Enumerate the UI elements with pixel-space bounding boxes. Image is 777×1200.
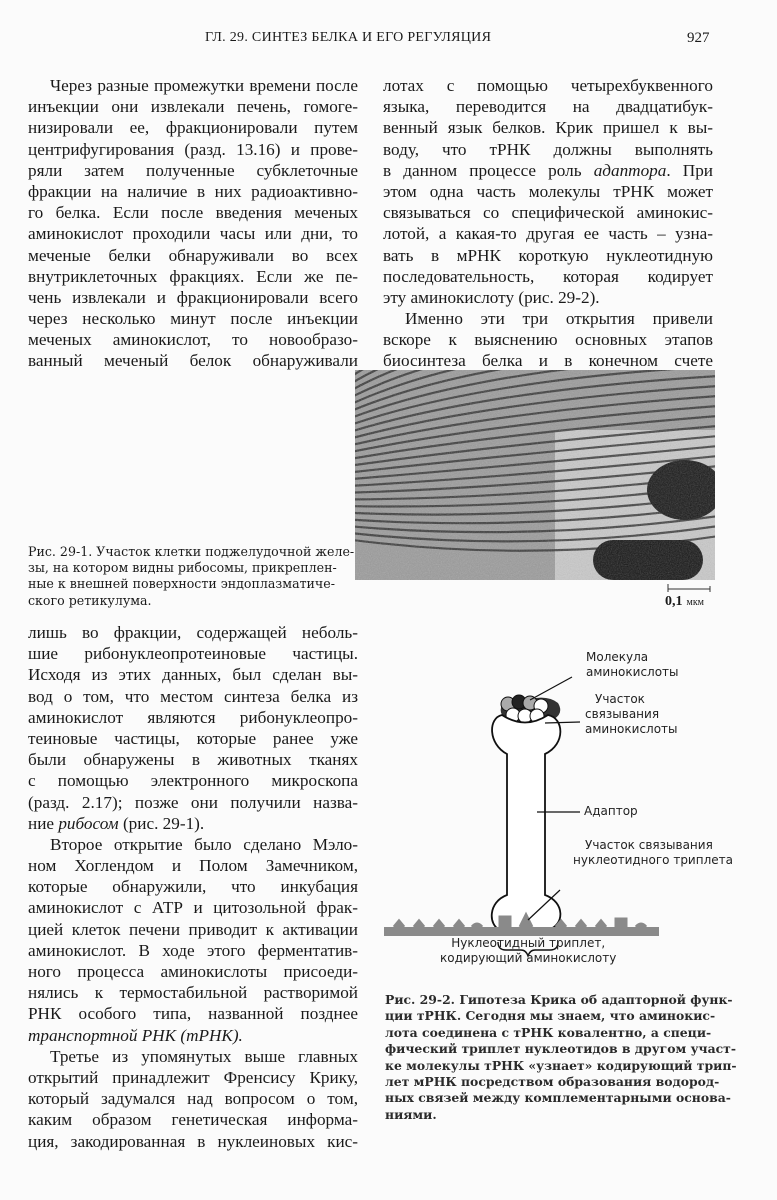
text-line: каким образом генетическая информа- — [28, 1110, 358, 1130]
text-line: го белка. Если после введения меченых — [28, 203, 358, 223]
caption-line: ции тРНК. Сегодня мы знаем, что аминокис- — [385, 1008, 716, 1024]
text-line: аминокислот являются рибонуклеопро- — [28, 707, 358, 727]
caption-line: ных связей между комплементарными основа- — [385, 1090, 731, 1106]
text-line: венный язык белков. Крик пришел к вы- — [383, 118, 713, 138]
text-run: (рис. 29-1). — [122, 813, 205, 833]
left-column-top — [28, 75, 358, 372]
trna-adaptor-diagram — [380, 640, 740, 970]
caption-line: ского ретикулума. — [28, 592, 152, 608]
electron-micrograph — [355, 370, 715, 580]
text-line: вод о том, что местом синтеза белка из — [28, 686, 358, 706]
micrograph-image — [355, 370, 715, 580]
text-line: (разд. 2.17); позже они получили назва- — [28, 792, 358, 812]
text-line: последовательность, которая кодирует — [383, 266, 713, 286]
text-line: низировали ее, фракционировали путем — [28, 118, 358, 138]
text-line: воду, что тРНК должны выполнять — [383, 139, 713, 159]
text-line: меченых аминокислот, то новообразо- — [28, 330, 358, 350]
label-line: аминокислоты — [585, 722, 678, 736]
text-line: инъекции они извлекали печень, гомоге- — [28, 97, 358, 117]
label-amino-acid-molecule — [586, 650, 679, 680]
text-line: Второе открытие было сделано Мэло- — [50, 834, 358, 854]
caption-line: зы, на котором видны рибосомы, прикреплен- — [28, 560, 337, 576]
text-line: теиновые частицы, которые ранее уже — [28, 728, 358, 748]
trna-outline — [492, 715, 561, 930]
text-line: вать в мРНК короткую нуклеотидную — [383, 245, 713, 265]
text-line: Исходя из этих данных, был сделан вы- — [28, 665, 358, 685]
text-line: эту аминокислоту (рис. 29-2). — [383, 287, 600, 307]
label-line: кодирующий аминокислоту — [440, 951, 617, 965]
text-line: связываться со специфической аминокис- — [383, 203, 713, 223]
text-line: нялись к термостабильной растворимой — [28, 983, 358, 1003]
text-line: лотах с помощью четырехбуквенного — [383, 76, 713, 95]
text-line: центрифугирования (разд. 13.16) и прове- — [28, 139, 358, 159]
text-line: ция, закодированная в нуклеиновых кис- — [28, 1131, 358, 1151]
text-line: который задумался над вопросом о том, — [28, 1089, 358, 1109]
text-line: с помощью электронного микроскопа — [28, 771, 358, 791]
label-adaptor: Адаптор — [584, 804, 638, 818]
text-run: ние — [28, 813, 55, 833]
text-run: . При — [666, 160, 713, 180]
text-line — [28, 1025, 358, 1046]
label-line: Участок — [595, 692, 645, 706]
text-line — [28, 813, 358, 834]
caption-line: фический триплет нуклеотидов в другом участ- — [385, 1041, 736, 1057]
text-line: Именно эти три открытия привели — [405, 309, 713, 329]
caption-line: ке молекулы тРНК «узнает» кодирующий трип- — [385, 1057, 737, 1073]
scale-unit: мкм — [686, 597, 705, 608]
scale-bar-label — [665, 594, 704, 610]
text-line: были обнаружены в животных тканях — [28, 750, 358, 770]
label-line: нуклеотидного триплета — [573, 853, 733, 867]
caption-line: ниями. — [385, 1106, 437, 1122]
text-line: Через разные промежутки времени после — [50, 76, 358, 95]
text-line: аминокислот проходили часы или дни, то — [28, 224, 358, 244]
text-line: Третье из упомянутых выше главных — [50, 1046, 358, 1066]
label-line: Нуклеотидный триплет, — [451, 936, 606, 950]
text-line: открытий принадлежит Френсису Крику, — [28, 1067, 358, 1087]
page-number: 927 — [687, 30, 710, 46]
term-ribosome: рибосом — [58, 813, 119, 833]
text-line: лотой, а какая-то другая ее часть – узна- — [383, 224, 713, 244]
caption-line: Рис. 29-2. Гипотеза Крика об адапторной функ- — [385, 992, 733, 1007]
label-triplet-binding-site — [573, 838, 733, 868]
label-amino-acid-binding-site — [585, 692, 678, 737]
text-line: ряли затем полученные субклеточные — [28, 160, 358, 180]
text-line: фракции на наличие в них радиоактивно- — [28, 181, 358, 201]
trna-drawing — [380, 640, 740, 970]
text-line: меченые белки обнаруживали во всех — [28, 245, 358, 265]
text-line: через несколько минут после инъекции — [28, 309, 358, 329]
caption-line: Рис. 29-1. Участок клетки поджелудочной желе- — [28, 544, 355, 559]
figure-29-2-caption — [385, 992, 737, 1123]
text-line: аминокислот. В ходе этого ферментатив- — [28, 940, 358, 960]
text-line: лишь во фракции, содержащей неболь- — [28, 623, 358, 642]
text-line: шие рибонуклеопротеиновые частицы. — [28, 644, 358, 664]
right-column-top — [383, 75, 713, 372]
caption-line: лет мРНК посредством образования водород- — [385, 1074, 720, 1090]
label-line: Участок связывания — [585, 838, 713, 852]
label-coding-triplet — [440, 936, 616, 966]
label-line: Молекула — [586, 650, 649, 664]
text-line: РНК особого типа, названной позднее — [28, 1004, 358, 1024]
text-line: цией клеток печени приводит к активации — [28, 919, 358, 939]
caption-line: ные к внешней поверхности эндоплазматиче- — [28, 576, 335, 592]
text-line: биосинтеза белка и в конечном счете — [383, 351, 713, 371]
figure-29-1-caption — [28, 544, 355, 609]
text-line: ном Хоглендом и Полом Замечником, — [28, 856, 358, 876]
label-line: аминокислоты — [586, 665, 679, 679]
left-column-bottom — [28, 622, 358, 1152]
text-line: этом одна часть молекулы тРНК может — [383, 181, 713, 201]
text-line: которые обнаружили, что инкубация — [28, 877, 358, 897]
text-line: ного процесса аминокислоты присоеди- — [28, 962, 358, 981]
text-line: внутриклеточных фракциях. Если же пе- — [28, 266, 358, 286]
text-line: аминокислот с АТР и цитозольной фрак- — [28, 898, 358, 918]
running-head: ГЛ. 29. СИНТЕЗ БЕЛКА И ЕГО РЕГУЛЯЦИЯ — [205, 30, 492, 45]
text-line: ванный меченый белок обнаруживали — [28, 351, 358, 371]
scale-value: 0,1 — [665, 594, 683, 609]
text-line: чень извлекали и фракционировали всего — [28, 287, 358, 307]
text-line: вскоре к выяснению основных этапов — [383, 330, 713, 350]
text-run: в данном процессе роль — [383, 160, 582, 180]
term-trna: транспортной РНК (тРНК). — [28, 1025, 243, 1045]
text-line — [383, 160, 713, 181]
term-adaptor: адаптора — [593, 160, 667, 180]
label-line: связывания — [585, 707, 660, 721]
caption-line: лота соединена с тРНК ковалентно, а специ- — [385, 1024, 712, 1040]
text-line: языка, переводится на двадцатибук- — [383, 97, 713, 117]
